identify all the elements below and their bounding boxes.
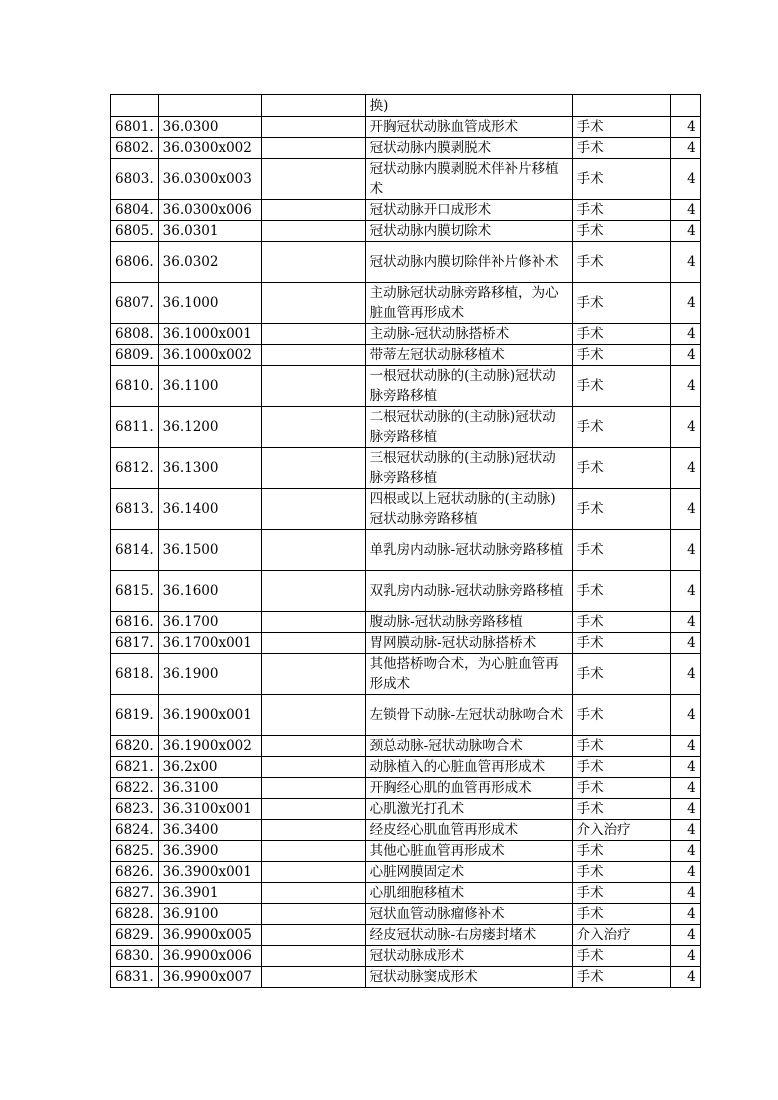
cell-code: 36.3100 (158, 778, 261, 799)
cell-index: 6816. (111, 612, 159, 633)
cell-level: 4 (670, 407, 700, 448)
cell-type: 手术 (572, 799, 670, 820)
cell-name: 带蒂左冠状动脉移植术 (365, 345, 572, 366)
cell-name: 冠状动脉内膜切除术 (365, 221, 572, 242)
table-row (111, 612, 701, 633)
cell-blank (261, 283, 365, 324)
cell-blank (261, 345, 365, 366)
table-row (111, 967, 701, 988)
cell-blank (261, 841, 365, 862)
cell-level (670, 95, 700, 117)
cell-blank (261, 366, 365, 407)
cell-index: 6818. (111, 654, 159, 695)
cell-level: 4 (670, 925, 700, 946)
cell-name: 开胸经心肌的血管再形成术 (365, 778, 572, 799)
cell-type: 手术 (572, 407, 670, 448)
cell-level: 4 (670, 883, 700, 904)
cell-blank (261, 95, 365, 117)
cell-name: 主动脉-冠状动脉搭桥术 (365, 324, 572, 345)
table-row (111, 946, 701, 967)
procedure-table-body (111, 95, 701, 988)
cell-name: 单乳房内动脉-冠状动脉旁路移植 (365, 530, 572, 571)
cell-index: 6808. (111, 324, 159, 345)
cell-type: 手术 (572, 200, 670, 221)
cell-index: 6809. (111, 345, 159, 366)
cell-type: 手术 (572, 736, 670, 757)
cell-type: 手术 (572, 324, 670, 345)
cell-level: 4 (670, 778, 700, 799)
cell-code: 36.1400 (158, 489, 261, 530)
cell-index: 6802. (111, 138, 159, 159)
cell-type: 手术 (572, 530, 670, 571)
cell-index: 6814. (111, 530, 159, 571)
table-row (111, 366, 701, 407)
cell-index: 6813. (111, 489, 159, 530)
table-row (111, 138, 701, 159)
cell-index: 6825. (111, 841, 159, 862)
cell-code: 36.9900x005 (158, 925, 261, 946)
cell-type: 手术 (572, 883, 670, 904)
cell-level: 4 (670, 841, 700, 862)
cell-blank (261, 324, 365, 345)
cell-name: 其他心脏血管再形成术 (365, 841, 572, 862)
cell-name: 其他搭桥吻合术，为心脏血管再形成术 (365, 654, 572, 695)
cell-code: 36.9900x006 (158, 946, 261, 967)
cell-blank (261, 904, 365, 925)
cell-blank (261, 862, 365, 883)
cell-level: 4 (670, 366, 700, 407)
cell-name: 心肌细胞移植术 (365, 883, 572, 904)
table-row (111, 407, 701, 448)
cell-name: 四根或以上冠状动脉的(主动脉)冠状动脉旁路移植 (365, 489, 572, 530)
cell-blank (261, 200, 365, 221)
table-row (111, 925, 701, 946)
table-row (111, 778, 701, 799)
cell-level: 4 (670, 530, 700, 571)
cell-level: 4 (670, 489, 700, 530)
cell-index: 6804. (111, 200, 159, 221)
cell-blank (261, 820, 365, 841)
cell-name: 左锁骨下动脉-左冠状动脉吻合术 (365, 695, 572, 736)
cell-blank (261, 612, 365, 633)
cell-type: 手术 (572, 841, 670, 862)
cell-code: 36.3900x001 (158, 862, 261, 883)
cell-type: 介入治疗 (572, 820, 670, 841)
cell-type: 手术 (572, 242, 670, 283)
cell-name: 冠状动脉成形术 (365, 946, 572, 967)
cell-type: 手术 (572, 117, 670, 138)
cell-index: 6821. (111, 757, 159, 778)
cell-level: 4 (670, 967, 700, 988)
table-row (111, 345, 701, 366)
table-row (111, 654, 701, 695)
cell-name: 颈总动脉-冠状动脉吻合术 (365, 736, 572, 757)
cell-code: 36.1100 (158, 366, 261, 407)
cell-code: 36.3100x001 (158, 799, 261, 820)
table-row (111, 799, 701, 820)
continuation-row (111, 95, 701, 117)
cell-level: 4 (670, 138, 700, 159)
cell-name: 开胸冠状动脉血管成形术 (365, 117, 572, 138)
cell-blank (261, 799, 365, 820)
cell-blank (261, 571, 365, 612)
table-row (111, 736, 701, 757)
cell-name: 腹动脉-冠状动脉旁路移植 (365, 612, 572, 633)
cell-type: 手术 (572, 757, 670, 778)
cell-blank (261, 633, 365, 654)
table-row (111, 820, 701, 841)
cell-name: 冠状动脉开口成形术 (365, 200, 572, 221)
cell-name: 冠状动脉内膜剥脱术 (365, 138, 572, 159)
cell-blank (261, 736, 365, 757)
cell-index (111, 95, 159, 117)
cell-code: 36.1300 (158, 448, 261, 489)
cell-code: 36.0302 (158, 242, 261, 283)
cell-type: 手术 (572, 612, 670, 633)
table-row (111, 904, 701, 925)
cell-type (572, 95, 670, 117)
table-row (111, 283, 701, 324)
cell-name: 动脉植入的心脏血管再形成术 (365, 757, 572, 778)
table-row (111, 883, 701, 904)
cell-code: 36.9900x007 (158, 967, 261, 988)
cell-index: 6819. (111, 695, 159, 736)
cell-name: 冠状动脉内膜切除伴补片修补术 (365, 242, 572, 283)
table-row (111, 448, 701, 489)
cell-code: 36.0300x002 (158, 138, 261, 159)
table-row (111, 221, 701, 242)
table-row (111, 159, 701, 200)
cell-type: 手术 (572, 967, 670, 988)
cell-type: 手术 (572, 633, 670, 654)
cell-level: 4 (670, 117, 700, 138)
cell-code: 36.3901 (158, 883, 261, 904)
cell-blank (261, 407, 365, 448)
cell-blank (261, 925, 365, 946)
cell-type: 手术 (572, 778, 670, 799)
cell-blank (261, 778, 365, 799)
cell-name: 双乳房内动脉-冠状动脉旁路移植 (365, 571, 572, 612)
cell-name: 一根冠状动脉的(主动脉)冠状动脉旁路移植 (365, 366, 572, 407)
cell-level: 4 (670, 904, 700, 925)
cell-index: 6820. (111, 736, 159, 757)
cell-name: 心脏网膜固定术 (365, 862, 572, 883)
cell-code: 36.1700 (158, 612, 261, 633)
cell-type: 手术 (572, 571, 670, 612)
cell-type: 手术 (572, 283, 670, 324)
cell-code: 36.2x00 (158, 757, 261, 778)
table-row (111, 571, 701, 612)
cell-code: 36.1900x001 (158, 695, 261, 736)
cell-name: 冠状动脉内膜剥脱术伴补片移植术 (365, 159, 572, 200)
cell-blank (261, 448, 365, 489)
cell-name: 经皮经心肌血管再形成术 (365, 820, 572, 841)
cell-code: 36.1000x001 (158, 324, 261, 345)
cell-type: 手术 (572, 159, 670, 200)
cell-level: 4 (670, 633, 700, 654)
cell-type: 手术 (572, 366, 670, 407)
cell-blank (261, 654, 365, 695)
cell-name: 胃网膜动脉-冠状动脉搭桥术 (365, 633, 572, 654)
cell-code: 36.9100 (158, 904, 261, 925)
cell-code: 36.1000x002 (158, 345, 261, 366)
table-row (111, 489, 701, 530)
cell-name: 换) (365, 95, 572, 117)
cell-index: 6810. (111, 366, 159, 407)
cell-blank (261, 967, 365, 988)
cell-blank (261, 489, 365, 530)
cell-type: 手术 (572, 345, 670, 366)
cell-name: 冠状动脉窦成形术 (365, 967, 572, 988)
procedure-table (110, 94, 701, 988)
cell-code: 36.0301 (158, 221, 261, 242)
cell-index: 6805. (111, 221, 159, 242)
cell-name: 三根冠状动脉的(主动脉)冠状动脉旁路移植 (365, 448, 572, 489)
cell-index: 6826. (111, 862, 159, 883)
cell-code: 36.1900x002 (158, 736, 261, 757)
cell-index: 6801. (111, 117, 159, 138)
cell-type: 手术 (572, 448, 670, 489)
table-row (111, 757, 701, 778)
cell-index: 6823. (111, 799, 159, 820)
cell-index: 6812. (111, 448, 159, 489)
cell-level: 4 (670, 612, 700, 633)
cell-level: 4 (670, 345, 700, 366)
cell-type: 手术 (572, 862, 670, 883)
cell-index: 6830. (111, 946, 159, 967)
cell-index: 6829. (111, 925, 159, 946)
cell-level: 4 (670, 571, 700, 612)
cell-code: 36.3400 (158, 820, 261, 841)
cell-code: 36.1500 (158, 530, 261, 571)
cell-blank (261, 946, 365, 967)
table-row (111, 862, 701, 883)
cell-index: 6815. (111, 571, 159, 612)
cell-level: 4 (670, 695, 700, 736)
cell-code: 36.1000 (158, 283, 261, 324)
cell-index: 6803. (111, 159, 159, 200)
cell-blank (261, 138, 365, 159)
table-row (111, 117, 701, 138)
cell-level: 4 (670, 757, 700, 778)
cell-index: 6824. (111, 820, 159, 841)
cell-level: 4 (670, 448, 700, 489)
cell-blank (261, 695, 365, 736)
cell-name: 经皮冠状动脉-右房瘘封堵术 (365, 925, 572, 946)
cell-name: 冠状血管动脉瘤修补术 (365, 904, 572, 925)
cell-index: 6831. (111, 967, 159, 988)
table-row (111, 530, 701, 571)
cell-blank (261, 221, 365, 242)
cell-level: 4 (670, 862, 700, 883)
cell-index: 6807. (111, 283, 159, 324)
table-row (111, 633, 701, 654)
cell-blank (261, 117, 365, 138)
cell-blank (261, 757, 365, 778)
table-row (111, 324, 701, 345)
cell-name: 心肌激光打孔术 (365, 799, 572, 820)
cell-code: 36.3900 (158, 841, 261, 862)
cell-level: 4 (670, 242, 700, 283)
cell-index: 6817. (111, 633, 159, 654)
cell-code (158, 95, 261, 117)
cell-type: 手术 (572, 221, 670, 242)
cell-index: 6827. (111, 883, 159, 904)
cell-name: 二根冠状动脉的(主动脉)冠状动脉旁路移植 (365, 407, 572, 448)
cell-type: 手术 (572, 654, 670, 695)
cell-level: 4 (670, 799, 700, 820)
cell-level: 4 (670, 736, 700, 757)
cell-level: 4 (670, 283, 700, 324)
cell-type: 手术 (572, 138, 670, 159)
table-row (111, 242, 701, 283)
cell-type: 手术 (572, 946, 670, 967)
cell-index: 6811. (111, 407, 159, 448)
cell-index: 6828. (111, 904, 159, 925)
table-row (111, 200, 701, 221)
cell-level: 4 (670, 200, 700, 221)
table-row (111, 695, 701, 736)
cell-blank (261, 883, 365, 904)
cell-blank (261, 159, 365, 200)
cell-code: 36.1600 (158, 571, 261, 612)
cell-level: 4 (670, 221, 700, 242)
cell-code: 36.1200 (158, 407, 261, 448)
cell-blank (261, 242, 365, 283)
cell-type: 手术 (572, 695, 670, 736)
cell-index: 6822. (111, 778, 159, 799)
cell-level: 4 (670, 654, 700, 695)
cell-blank (261, 530, 365, 571)
table-row (111, 841, 701, 862)
cell-level: 4 (670, 946, 700, 967)
cell-code: 36.0300 (158, 117, 261, 138)
cell-code: 36.0300x003 (158, 159, 261, 200)
cell-name: 主动脉冠状动脉旁路移植，为心脏血管再形成术 (365, 283, 572, 324)
cell-index: 6806. (111, 242, 159, 283)
cell-type: 手术 (572, 904, 670, 925)
cell-level: 4 (670, 324, 700, 345)
cell-code: 36.1700x001 (158, 633, 261, 654)
cell-type: 介入治疗 (572, 925, 670, 946)
cell-code: 36.1900 (158, 654, 261, 695)
cell-level: 4 (670, 159, 700, 200)
cell-code: 36.0300x006 (158, 200, 261, 221)
cell-type: 手术 (572, 489, 670, 530)
cell-level: 4 (670, 820, 700, 841)
